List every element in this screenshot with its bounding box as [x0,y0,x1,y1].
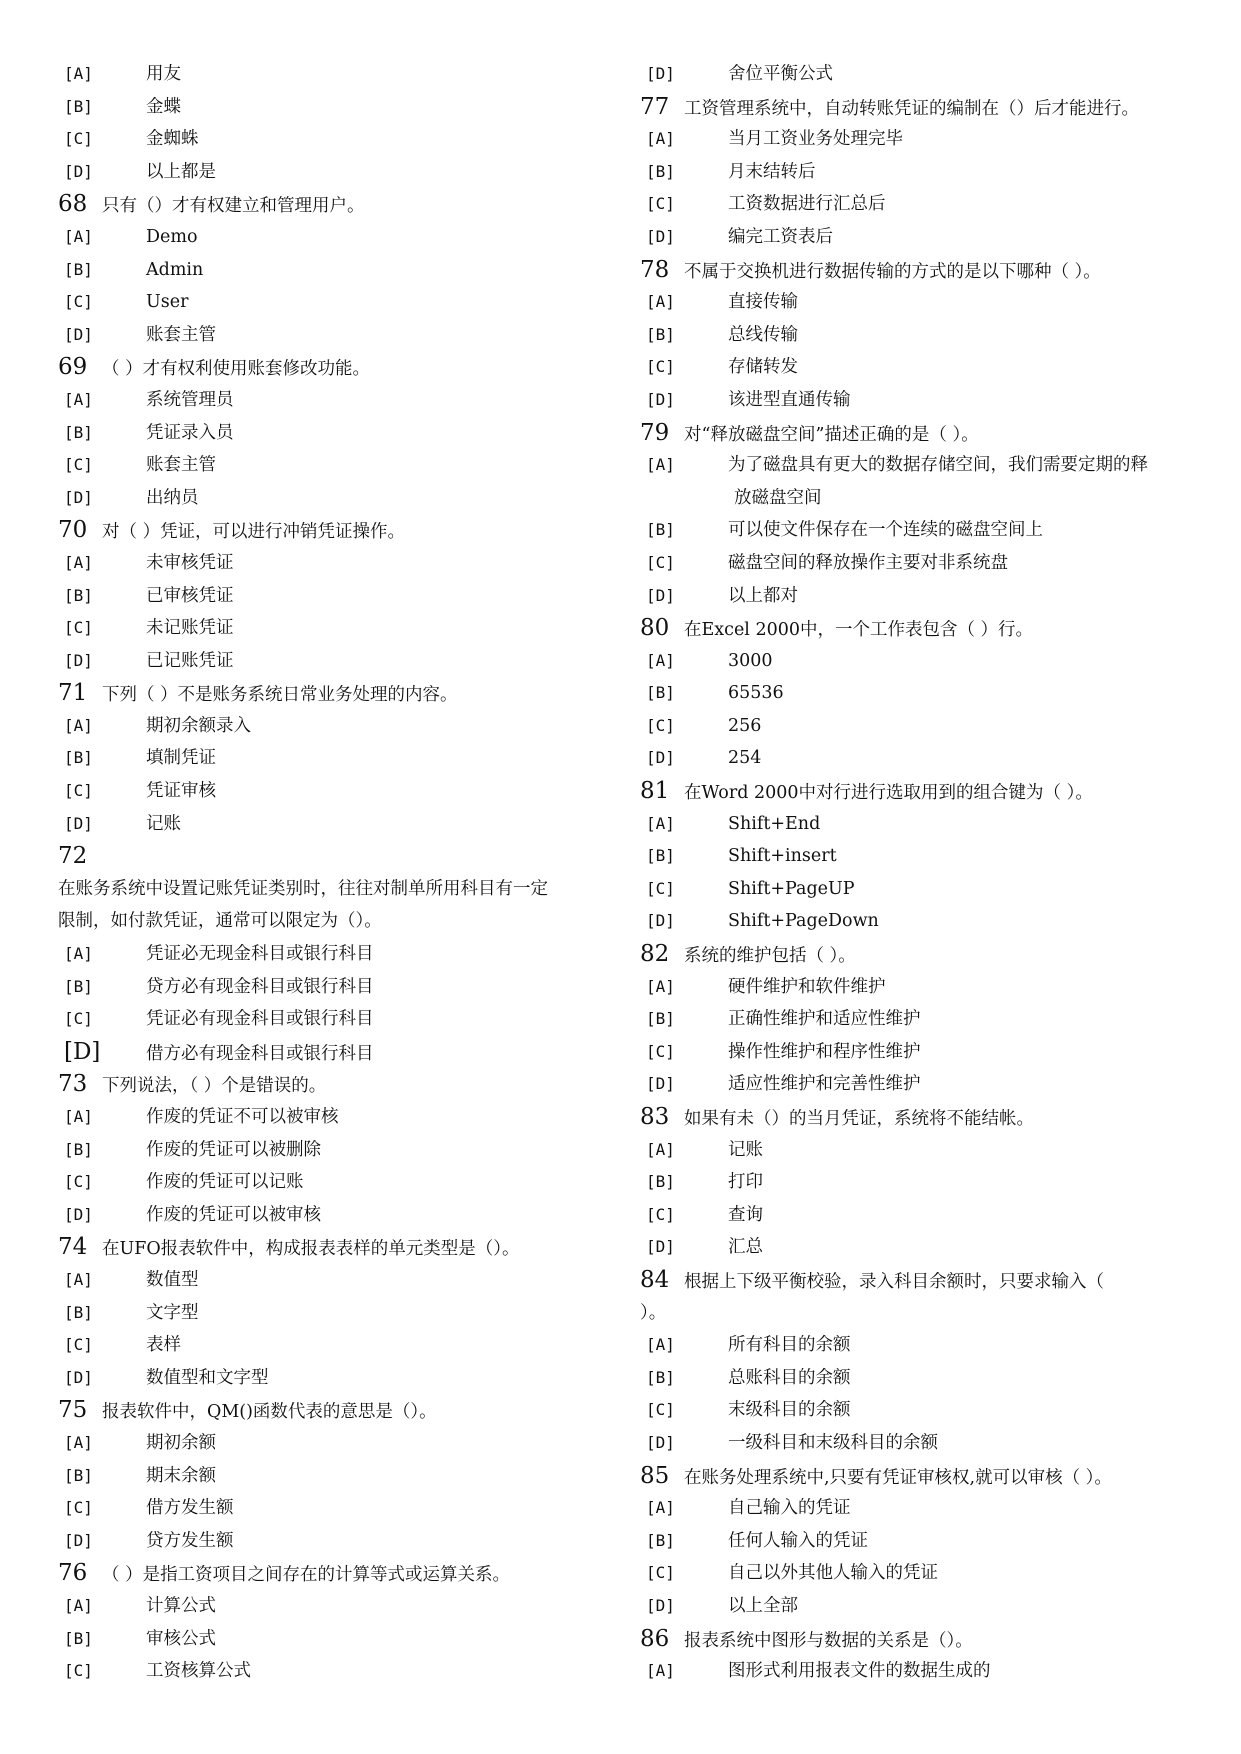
option-text: 当月工资业务处理完毕 [728,129,903,150]
option-row [58,1329,618,1362]
question-text: （ ）才有权利使用账套修改功能。 [102,359,371,380]
option-row [58,1362,618,1395]
option-letter: [D] [646,1074,675,1094]
option-text: 直接传输 [728,292,798,313]
question-text: 下列说法，（ ）个是错误的。 [102,1076,327,1097]
option-row [58,1590,618,1623]
option-letter: [B] [646,324,675,344]
option-letter: [C] [646,1041,675,1061]
option-row [58,775,618,808]
option-text: 工资数据进行汇总后 [728,194,886,215]
option-text: 一级科目和末级科目的余额 [728,1432,938,1453]
option-text: 汇总 [728,1237,763,1258]
option-text: 以上都是 [146,161,216,182]
option-letter: [A] [64,944,93,964]
option-row [640,1134,1200,1167]
option-text: Demo [146,226,198,247]
option-letter: [B] [646,846,675,866]
question-number: 86 [640,1625,670,1652]
option-text: 所有科目的余额 [728,1335,851,1356]
option-row [640,384,1200,417]
option-text: 65536 [728,683,784,704]
option-text: 数值型和文字型 [146,1367,269,1388]
option-row [58,1655,618,1688]
option-letter: [B] [646,520,675,540]
option-letter: [A] [646,1661,675,1681]
option-text: 可以使文件保存在一个连续的磁盘空间上 [728,520,1043,541]
option-row [58,91,618,124]
option-row [640,547,1200,580]
question-text: 下列（ ）不是账务系统日常业务处理的内容。 [102,685,458,706]
option-row [58,156,618,189]
option-letter: [B] [64,1465,93,1485]
option-row [640,319,1200,352]
option-letter: [A] [64,1432,93,1452]
question-text: 对（ ）凭证，可以进行冲销凭证操作。 [102,522,406,543]
option-letter: [B] [64,585,93,605]
question-row [640,775,1200,808]
option-letter: [A] [64,715,93,735]
option-row [58,1101,618,1134]
option-letter: [C] [64,618,93,638]
option-row [58,612,618,645]
right-column [640,58,1200,1688]
option-text: 以上全部 [728,1595,798,1616]
option-letter: [C] [64,129,93,149]
option-text: 已审核凭证 [146,585,234,606]
question-number: 72 [58,843,88,870]
option-text: 期初余额 [146,1432,216,1453]
option-row [640,840,1200,873]
option-letter: [D] [646,1237,675,1257]
option-letter: [D] [64,324,93,344]
option-text: 期初余额录入 [146,715,251,736]
question-row [640,254,1200,287]
option-text: 作废的凭证可以记账 [146,1172,304,1193]
option-text: 放磁盘空间 [734,487,822,508]
option-letter: [C] [64,781,93,801]
option-row [640,971,1200,1004]
question-text: 在账务处理系统中,只要有凭证审核权,就可以审核（ ）。 [684,1467,1112,1488]
option-row [640,1068,1200,1101]
option-text: 正确性维护和适应性维护 [728,1009,921,1030]
question-row [640,938,1200,971]
option-text: 查询 [728,1204,763,1225]
option-row [58,645,618,678]
question-row [640,1264,1200,1297]
question-row [58,514,618,547]
option-row [58,221,618,254]
option-letter: [D] [64,1367,93,1387]
question-row [58,351,618,384]
option-row [640,645,1200,678]
option-row [58,710,618,743]
option-text: 以上都对 [728,585,798,606]
option-letter: [A] [646,813,675,833]
option-letter: [D] [646,911,675,931]
option-text: Shift+PageDown [728,911,879,932]
option-text: 表样 [146,1335,181,1356]
option-text: 3000 [728,650,773,671]
option-row [640,808,1200,841]
option-text: 工资核算公式 [146,1661,251,1682]
option-text: 金蝶 [146,96,181,117]
question-text: 根据上下级平衡校验，录入科目余额时，只要求输入（ [684,1271,1104,1292]
option-text: 作废的凭证可以被删除 [146,1139,321,1160]
question-text: 在UFO报表软件中，构成报表表样的单元类型是（）。 [102,1239,520,1260]
option-text: 图形式利用报表文件的数据生成的 [728,1661,991,1682]
option-row [58,449,618,482]
option-row [58,58,618,91]
option-text: 用友 [146,64,181,84]
option-letter: [A] [64,1269,93,1289]
question-number: 69 [58,354,88,381]
option-row [640,1655,1200,1688]
option-letter: [C] [646,357,675,377]
option-letter: [B] [64,1139,93,1159]
option-text: Admin [146,259,204,280]
question-text: 在账务系统中设置记账凭证类别时，往往对制单所用科目有一定 [58,878,548,899]
question-text: 对“释放磁盘空间”描述正确的是（ ）。 [684,424,979,445]
option-letter: [C] [646,1400,675,1420]
option-letter: [D] [64,1038,101,1065]
option-row [640,1525,1200,1558]
option-row [58,1427,618,1460]
option-letter: [C] [64,455,93,475]
option-letter: [B] [646,1009,675,1029]
option-letter: [D] [64,650,93,670]
question-number: 79 [640,419,670,446]
option-row [58,1264,618,1297]
option-text: 记账 [728,1139,763,1160]
option-row [640,1427,1200,1460]
question-row [640,612,1200,645]
option-letter: [D] [646,1432,675,1452]
option-letter: [B] [646,1367,675,1387]
question-text: （ ）是指工资项目之间存在的计算等式或运算关系。 [102,1565,511,1586]
option-row [58,319,618,352]
option-text: 月末结转后 [728,161,816,182]
option-letter: [C] [64,1335,93,1355]
question-row [640,1623,1200,1656]
option-row [640,905,1200,938]
option-letter: [A] [64,1595,93,1615]
option-letter: [C] [646,715,675,735]
option-text: 记账 [146,813,181,834]
option-row [640,742,1200,775]
option-text: 填制凭证 [146,748,216,769]
option-row [640,1036,1200,1069]
option-row [640,351,1200,384]
option-row [640,677,1200,710]
option-text: 借方发生额 [146,1498,234,1519]
option-text: Shift+insert [728,846,837,867]
option-row [58,971,618,1004]
option-letter: [D] [64,487,93,507]
question-row [640,1460,1200,1493]
question-number: 85 [640,1462,670,1489]
option-text: 自己以外其他人输入的凭证 [728,1563,938,1584]
option-letter: [B] [64,259,93,279]
option-letter: [A] [646,292,675,312]
option-text: 未记账凭证 [146,618,234,639]
option-row [640,1590,1200,1623]
option-row [640,1166,1200,1199]
question-row [58,677,618,710]
question-text: 不属于交换机进行数据传输的方式的是以下哪种（ ）。 [684,261,1101,282]
question-paragraph [640,1297,1200,1330]
question-number: 70 [58,517,88,544]
option-letter: [C] [646,878,675,898]
option-text: 编完工资表后 [728,226,833,247]
question-row [640,1101,1200,1134]
option-letter: [C] [64,1009,93,1029]
option-text: 凭证录入员 [146,422,234,443]
option-text: 审核公式 [146,1628,216,1649]
option-row [58,1166,618,1199]
option-text: 打印 [728,1172,763,1193]
option-row [640,514,1200,547]
option-row [640,156,1200,189]
option-row [58,1525,618,1558]
option-letter: [A] [64,552,93,572]
question-number: 68 [58,191,88,218]
option-row [58,1460,618,1493]
option-row [58,123,618,156]
option-letter: [B] [64,1628,93,1648]
option-continuation [640,482,1200,515]
question-text: 在Excel 2000中，一个工作表包含（ ）行。 [684,620,1034,641]
option-letter: [D] [64,813,93,833]
option-text: 凭证必无现金科目或银行科目 [146,944,374,965]
option-row [640,873,1200,906]
option-letter: [A] [64,226,93,246]
option-letter: [B] [646,1530,675,1550]
question-text: 报表软件中，QM()函数代表的意思是（）。 [102,1402,437,1423]
option-row [58,1199,618,1232]
option-text: 磁盘空间的释放操作主要对非系统盘 [728,552,1008,573]
option-text: 适应性维护和完善性维护 [728,1074,921,1095]
option-row [640,1492,1200,1525]
option-text: 作废的凭证不可以被审核 [146,1107,339,1127]
option-letter: [D] [646,226,675,246]
option-row [640,1231,1200,1264]
option-letter: [C] [64,1498,93,1518]
option-row [640,1394,1200,1427]
question-row [58,1068,618,1101]
question-text: 只有（）才有权建立和管理用户。 [102,196,365,217]
question-row [58,840,618,873]
option-letter: [C] [64,1661,93,1681]
option-letter: [A] [64,1107,93,1126]
option-text: Shift+End [728,813,821,834]
option-letter: [D] [646,585,675,605]
option-text: 账套主管 [146,324,216,345]
question-text: 如果有未（）的当月凭证，系统将不能结帐。 [684,1109,1034,1129]
option-letter: [C] [64,292,93,312]
option-text: 凭证必有现金科目或银行科目 [146,1009,374,1030]
option-text: 已记账凭证 [146,650,234,671]
option-row [58,1623,618,1656]
option-row [640,221,1200,254]
option-text: 作废的凭证可以被审核 [146,1204,321,1225]
option-row [58,417,618,450]
option-row [640,123,1200,156]
option-row [640,1199,1200,1232]
option-row [58,482,618,515]
option-letter: [B] [64,976,93,996]
option-text: 自己输入的凭证 [728,1498,851,1519]
option-row [58,384,618,417]
option-row [58,808,618,841]
option-letter: [A] [646,1335,675,1355]
question-number: 81 [640,778,670,805]
question-row [58,188,618,221]
option-letter: [C] [64,1172,93,1192]
option-text: 存储转发 [728,357,798,378]
option-letter: [D] [646,389,675,409]
option-text: 256 [728,715,762,736]
option-text: 任何人输入的凭证 [728,1530,868,1551]
option-text: 贷方发生额 [146,1530,234,1551]
left-column [58,58,618,1688]
option-row [58,742,618,775]
option-text: 期末余额 [146,1465,216,1486]
question-paragraph [58,905,618,938]
option-letter: [D] [64,1530,93,1550]
question-number: 76 [58,1560,88,1587]
option-row [640,1362,1200,1395]
question-text: 系统的维护包括（ ）。 [684,946,856,967]
option-text: 凭证审核 [146,781,216,802]
option-text: 该进型直通传输 [728,389,851,410]
question-text: 限制，如付款凭证，通常可以限定为（）。 [58,911,382,932]
question-row [58,1394,618,1427]
question-number: 74 [58,1234,88,1261]
question-number: 73 [58,1071,88,1098]
option-row [58,254,618,287]
option-row [640,449,1200,482]
option-letter: [A] [646,1139,675,1159]
question-text: 在Word 2000中对行进行选取用到的组合键为（ ）。 [684,783,1093,804]
option-row [58,547,618,580]
option-text: 254 [728,748,762,769]
option-row [58,1003,618,1036]
question-number: 77 [640,93,670,120]
option-row [640,710,1200,743]
question-number: 75 [58,1397,88,1424]
option-row [640,1557,1200,1590]
option-letter: [D] [64,1204,93,1224]
option-row [58,1297,618,1330]
option-text: 系统管理员 [146,389,234,410]
option-text: User [146,292,189,313]
option-letter: [A] [646,455,675,475]
option-text: 账套主管 [146,455,216,476]
option-letter: [A] [64,389,93,409]
option-text: 计算公式 [146,1595,216,1616]
option-text: 舍位平衡公式 [728,64,833,84]
option-row [58,1134,618,1167]
option-row [640,286,1200,319]
question-number: 71 [58,680,88,707]
question-number: 80 [640,615,670,642]
option-text: 总线传输 [728,324,798,345]
option-text: Shift+PageUP [728,878,855,899]
option-letter: [D] [646,64,675,83]
question-number: 83 [640,1104,670,1130]
option-text: 借方必有现金科目或银行科目 [146,1043,374,1064]
option-letter: [B] [64,422,93,442]
option-text: 总账科目的余额 [728,1367,851,1388]
option-row [58,286,618,319]
option-row [640,188,1200,221]
option-letter: [A] [646,129,675,149]
option-row [58,1036,618,1069]
option-letter: [B] [646,683,675,703]
option-row [58,580,618,613]
question-row [640,91,1200,124]
option-letter: [A] [64,64,93,83]
option-text: 操作性维护和程序性维护 [728,1041,921,1062]
option-row [640,580,1200,613]
option-letter: [C] [646,552,675,572]
option-letter: [A] [646,976,675,996]
option-letter: [C] [646,194,675,214]
option-letter: [B] [646,161,675,181]
option-letter: [A] [646,650,675,670]
option-row [58,1492,618,1525]
question-number: 78 [640,256,670,283]
option-letter: [C] [646,1204,675,1224]
option-letter: [B] [646,1172,675,1192]
question-text: 工资管理系统中，自动转账凭证的编制在（）后才能进行。 [684,98,1139,119]
option-letter: [B] [64,748,93,768]
option-text: 文字型 [146,1302,199,1323]
option-letter: [B] [64,96,93,116]
question-text: 报表系统中图形与数据的关系是（）。 [684,1630,973,1651]
question-row [640,417,1200,450]
option-text: 为了磁盘具有更大的数据存储空间，我们需要定期的释 [728,455,1148,476]
option-text: 末级科目的余额 [728,1400,851,1421]
option-letter: [D] [646,748,675,768]
option-text: 数值型 [146,1269,199,1290]
question-paragraph [58,873,618,906]
option-row [640,58,1200,91]
question-row [58,1557,618,1590]
option-text: 硬件维护和软件维护 [728,976,886,997]
option-text: 出纳员 [146,487,199,508]
option-letter: [A] [646,1498,675,1518]
option-text: 未审核凭证 [146,552,234,573]
option-row [640,1329,1200,1362]
question-number: 84 [640,1266,670,1293]
option-letter: [D] [64,161,93,181]
option-letter: [D] [646,1595,675,1615]
option-text: 贷方必有现金科目或银行科目 [146,976,374,997]
question-number: 82 [640,941,670,968]
option-text: 金蜘蛛 [146,129,199,150]
question-text: ）。 [640,1302,667,1323]
option-letter: [C] [646,1563,675,1583]
option-letter: [B] [64,1302,93,1322]
option-row [58,938,618,971]
question-row [58,1231,618,1264]
option-row [640,1003,1200,1036]
